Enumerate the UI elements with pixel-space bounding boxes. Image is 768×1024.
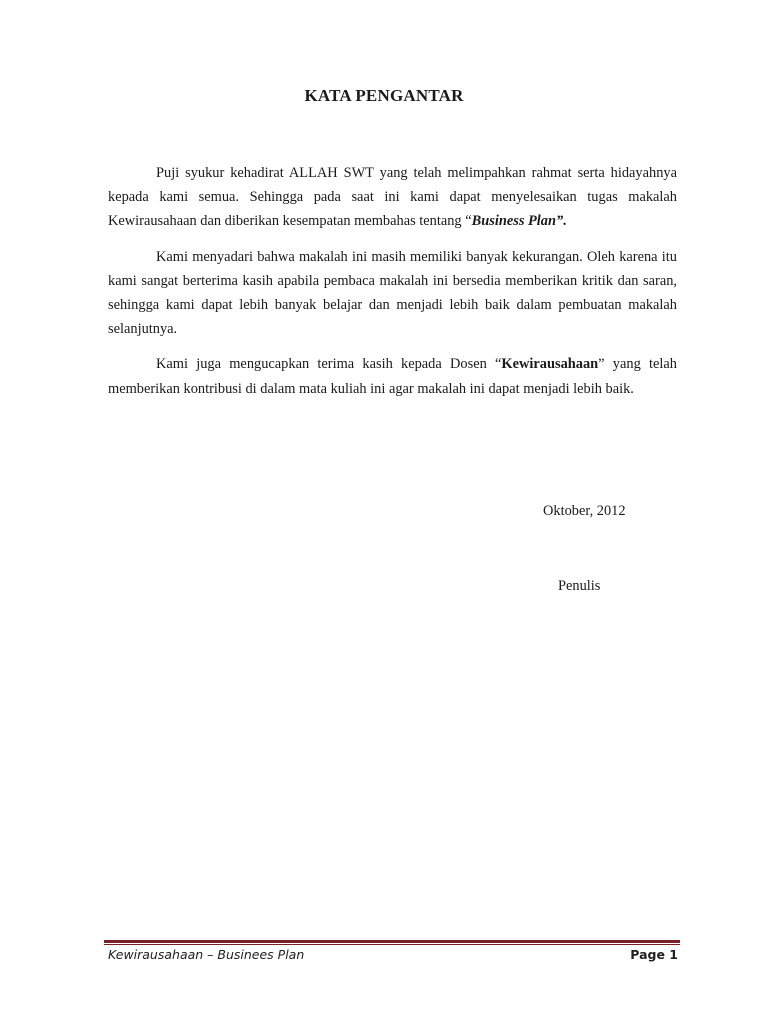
signature-date: Oktober, 2012 (543, 503, 626, 519)
page-number: Page 1 (630, 947, 678, 962)
paragraph-1-text: Puji syukur kehadirat ALLAH SWT yang telah melimpahkan rahmat serta hidayahnya kepada kami semua. Sehingga pada saat ini kami dapat menyelesaikan tugas makalah Kewirausahaan dan diberikan kesempatan membahas tentang “ (108, 165, 677, 230)
page-title: KATA PENGANTAR (304, 86, 464, 105)
footer-title: Kewirausahaan – Businees Plan (108, 947, 305, 962)
paragraph-3 (108, 352, 677, 400)
paragraph-3-before: Kami juga mengucapkan terima kasih kepada Dosen “ (156, 356, 502, 373)
signature-author: Penulis (558, 578, 601, 594)
body-text (108, 161, 677, 401)
paragraph-3-after: ” yang telah memberikan kontribusi di dalam mata kuliah ini agar makalah ini dapat menjadi lebih baik. (108, 356, 677, 397)
footer-divider (104, 940, 680, 945)
footer-divider-thin (104, 944, 680, 945)
kewirausahaan-bold: Kewirausahaan (501, 356, 599, 373)
business-plan-emphasis: Business Plan”. (471, 213, 567, 230)
paragraph-1 (108, 161, 677, 234)
footer-divider-thick (104, 940, 680, 943)
paragraph-2: Kami menyadari bahwa makalah ini masih memiliki banyak kekurangan. Oleh karena itu kami sangat berterima kasih apabila pembaca makalah ini bersedia memberikan kritik dan saran, sehingga kami dapat lebih banyak belajar dan menjadi lebih baik dalam pembuatan makalah selanjutnya. (108, 248, 677, 338)
